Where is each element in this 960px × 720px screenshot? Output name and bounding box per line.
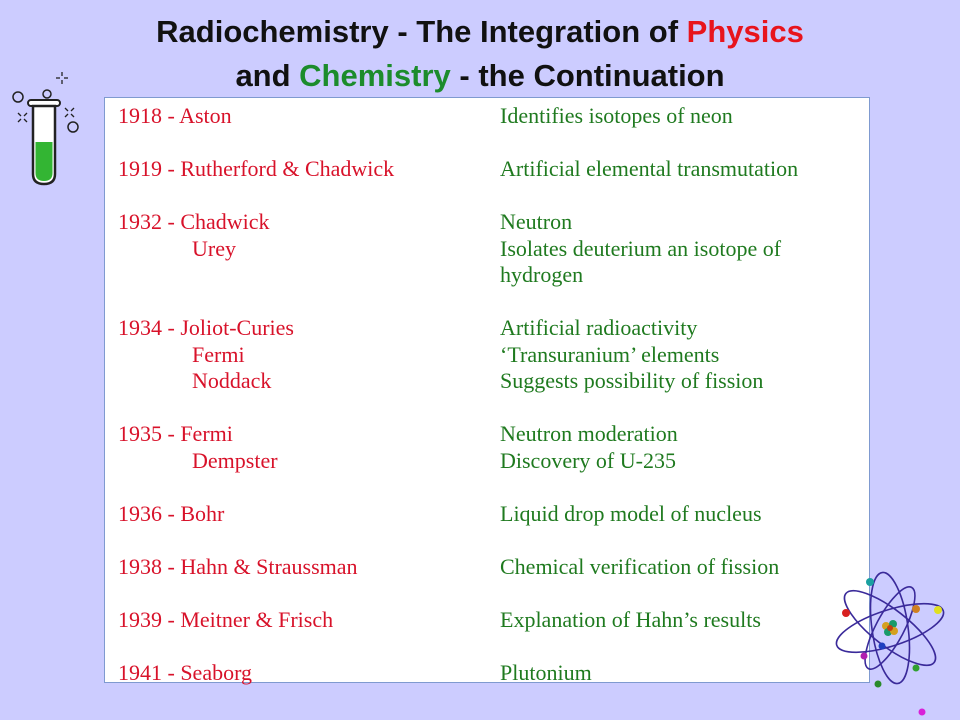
title-physics: Physics [686,14,804,49]
discovery-line: Suggests possibility of fission [500,368,764,393]
scientist-line: Noddack [192,368,272,393]
discovery-line: Isolates deuterium an isotope of [500,235,782,261]
discovery-line: Identifies isotopes of neon [500,103,733,128]
discovery-line: Neutron [500,209,573,234]
timeline-discoveries-column [500,103,865,686]
discovery-line [500,395,865,422]
discovery-line: Discovery of U-235 [500,447,676,473]
discovery-line: Chemical verification of fission [500,553,780,579]
scientist-line [118,395,493,422]
discovery-line: Liquid drop model of nucleus [500,500,762,526]
scientist-line: 1935 - Fermi [118,421,233,446]
discovery-line [500,580,865,607]
discovery-line [500,183,865,210]
scientist-line: 1936 - Bohr [118,500,225,526]
scientist-line: Dempster [192,447,278,473]
discovery-line [500,130,865,157]
scientist-line: 1932 - Chadwick [118,209,270,234]
title-text-2: and [235,58,300,93]
scientist-line: 1941 - Seaborg [118,659,253,685]
scientist-line [118,262,493,289]
title-text-1: Radiochemistry - The Integration of [156,14,687,49]
discovery-line: hydrogen [500,262,584,287]
discovery-line [500,527,865,554]
scientist-line [118,527,493,554]
scientist-line: 1934 - Joliot-Curies [118,315,294,340]
discovery-line [500,474,865,501]
scientist-line: 1939 - Meitner & Frisch [118,606,334,632]
title-line-1 [0,10,960,54]
timeline-panel [104,97,870,683]
title-text-3: - the Continuation [450,58,725,93]
discovery-line: Neutron moderation [500,421,678,446]
slide-title [0,10,960,98]
timeline-scientists-column [118,103,493,686]
discovery-line: Plutonium [500,659,592,685]
test-tube-icon [6,66,86,196]
scientist-line [118,633,493,660]
scientist-line [118,183,493,210]
scientist-line: Fermi [192,341,245,367]
discovery-line: ‘Transuranium’ elements [500,341,720,367]
scientist-line: 1938 - Hahn & Straussman [118,553,358,579]
scientist-line [118,289,493,316]
scientist-line [118,474,493,501]
title-chemistry: Chemistry [299,58,451,93]
discovery-line [500,633,865,660]
discovery-line [500,289,865,316]
atom-icon [826,566,956,716]
discovery-line: Artificial radioactivity [500,315,698,340]
scientist-line: Urey [192,235,236,261]
discovery-line: Artificial elemental transmutation [500,156,799,181]
discovery-line: Explanation of Hahn’s results [500,606,761,632]
scientist-line [118,130,493,157]
title-line-2 [0,54,960,98]
scientist-line: 1918 - Aston [118,103,232,128]
scientist-line [118,580,493,607]
scientist-line: 1919 - Rutherford & Chadwick [118,156,395,181]
